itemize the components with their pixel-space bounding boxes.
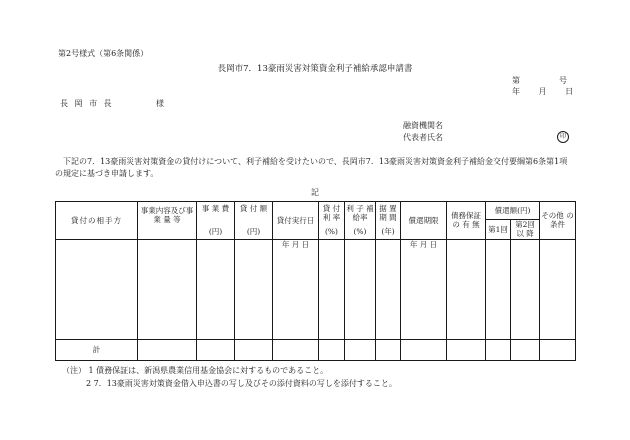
addressee-mayor: 長 岡 市 長 bbox=[60, 99, 114, 108]
total-cell bbox=[345, 340, 376, 361]
body-cell bbox=[401, 250, 447, 340]
header-purpose: 事業内容及び事 業 量 等 bbox=[138, 202, 197, 240]
header-cost: 事 業 費 (円) bbox=[197, 202, 235, 240]
total-cell bbox=[540, 340, 576, 361]
body-cell bbox=[540, 250, 576, 340]
header-subsidy: 利 子 補給率 (%) bbox=[345, 202, 376, 240]
total-cell bbox=[447, 340, 486, 361]
form-number: 第2号様式（第6条関係） bbox=[58, 49, 149, 58]
total-cell bbox=[138, 340, 197, 361]
body-cell bbox=[486, 250, 511, 340]
total-cell bbox=[486, 340, 511, 361]
body-cell bbox=[447, 250, 486, 340]
body-cell bbox=[345, 250, 376, 340]
representative-label: 代表者氏名 bbox=[403, 133, 443, 142]
body-cell bbox=[56, 250, 138, 340]
number-label: 第 bbox=[512, 76, 520, 85]
cell bbox=[345, 239, 376, 250]
total-cell bbox=[511, 340, 540, 361]
ki-label: 記 bbox=[311, 188, 319, 197]
seal-mark: 印 bbox=[557, 131, 569, 143]
cell bbox=[486, 239, 511, 250]
total-label: 計 bbox=[56, 340, 138, 361]
total-cell bbox=[401, 340, 447, 361]
header-repay-second: 第2回 以 降 bbox=[511, 220, 540, 240]
cell bbox=[138, 239, 197, 250]
loan-table bbox=[55, 201, 576, 361]
body-cell bbox=[319, 250, 345, 340]
institution-label: 融資機関名 bbox=[403, 121, 443, 130]
header-guarantee: 債務保証 の 有 無 bbox=[447, 202, 486, 240]
header-exec-date: 貸付実行日 bbox=[273, 202, 319, 240]
body-cell bbox=[138, 250, 197, 340]
header-term: 償還期限 bbox=[401, 202, 447, 240]
body-cell bbox=[376, 250, 401, 340]
cell bbox=[511, 239, 540, 250]
body-cell bbox=[273, 250, 319, 340]
cell bbox=[235, 239, 273, 250]
form-title: 長岡市7．13豪雨災害対策資金利子補給承認申請書 bbox=[217, 64, 413, 74]
header-repay-first: 第1回 bbox=[486, 220, 511, 240]
cell bbox=[540, 239, 576, 250]
note-2: 2 7．13豪雨災害対策資金借入申込書の写し及びその添付資料の写しを添付すること。 bbox=[86, 379, 397, 388]
header-rate: 貸 付 利 率 (%) bbox=[319, 202, 345, 240]
header-other: その他 の条件 bbox=[540, 202, 576, 240]
total-cell bbox=[235, 340, 273, 361]
cell bbox=[319, 239, 345, 250]
header-grace: 据 置 期 間 (年) bbox=[376, 202, 401, 240]
total-cell bbox=[197, 340, 235, 361]
total-cell bbox=[376, 340, 401, 361]
term-ymd: 年 月 日 bbox=[401, 239, 447, 250]
addressee-honorific: 様 bbox=[156, 99, 164, 108]
body-cell bbox=[235, 250, 273, 340]
exec-date-ymd: 年 月 日 bbox=[273, 239, 319, 250]
number-suffix: 号 bbox=[559, 76, 567, 85]
total-cell bbox=[273, 340, 319, 361]
body-cell bbox=[197, 250, 235, 340]
note-1: （注） 1 債務保証は、新潟県農業信用基金協会に対するものであること。 bbox=[62, 366, 329, 375]
body-paragraph: 下記の7．13豪雨災害対策資金の貸付けについて、利子補給を受けたいので、長岡市7．13豪雨災害対策資金利子補給金交付要綱第6条第1項の規定に基づき申請します。 bbox=[55, 157, 568, 178]
header-loan: 貸 付 額 (円) bbox=[235, 202, 273, 240]
cell bbox=[447, 239, 486, 250]
cell bbox=[376, 239, 401, 250]
cell bbox=[56, 239, 138, 250]
cell bbox=[197, 239, 235, 250]
body-cell bbox=[511, 250, 540, 340]
header-repay: 償還額(円) bbox=[486, 202, 540, 220]
date-line: 年 月 日 bbox=[512, 87, 574, 96]
total-cell bbox=[319, 340, 345, 361]
header-borrower: 貸付の相手方 bbox=[56, 202, 138, 240]
